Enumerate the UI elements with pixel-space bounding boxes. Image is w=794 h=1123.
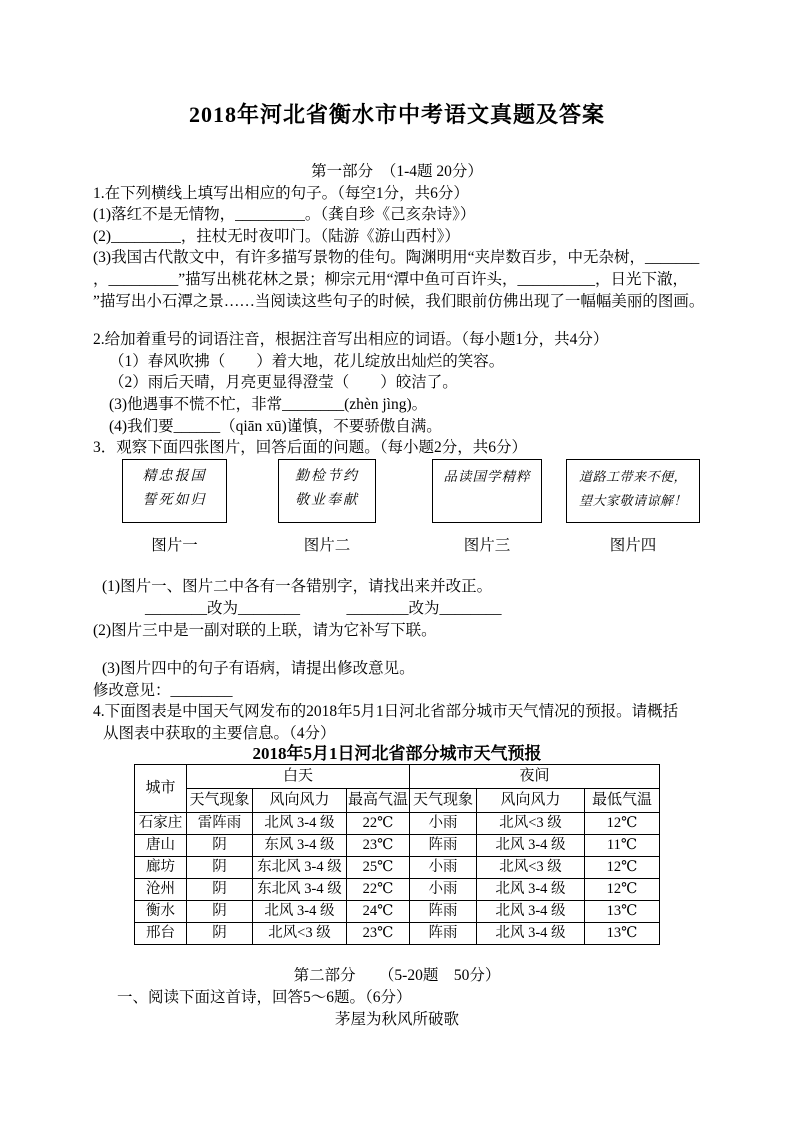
- table-cell: 北风 3-4 级: [477, 879, 585, 901]
- table-cell: 沧州: [134, 879, 186, 901]
- table-cell: 北风 3-4 级: [477, 923, 585, 945]
- q3-sub3-answer: 修改意见：________: [93, 681, 233, 699]
- header-night-wind: 风向风力: [477, 789, 585, 813]
- picture-2-group: [278, 459, 376, 557]
- q3-intro: 3．观察下面四张图片，回答后面的问题。（每小题2分，共6分）: [93, 439, 528, 457]
- table-cell: 石家庄: [134, 813, 186, 835]
- header-day-maxtemp: 最高气温: [346, 789, 409, 813]
- weather-table: [134, 764, 660, 945]
- picture-1-line-2: 誓死如归: [142, 492, 207, 508]
- table-cell: 阵雨: [410, 923, 477, 945]
- table-cell: 北风 3-4 级: [477, 835, 585, 857]
- picture-3-caption: 图片三: [463, 536, 511, 554]
- table-cell: 阴: [186, 901, 252, 923]
- q1-intro: 1.在下列横线上填写出相应的句子。（每空1分，共6分）: [93, 184, 469, 202]
- header-night: 夜间: [410, 765, 660, 789]
- table-cell: 北风 3-4 级: [252, 901, 346, 923]
- table-cell: 廊坊: [134, 857, 186, 879]
- picture-3-line-1: 品读国学精粹: [443, 468, 531, 484]
- q2-item-3: (3)他遇事不慌不忙，非常________(zhèn jìng)。: [109, 395, 428, 413]
- table-cell: 13℃: [585, 901, 660, 923]
- table-cell: 12℃: [585, 879, 660, 901]
- table-cell: 北风 3-4 级: [477, 901, 585, 923]
- table-cell: 阵雨: [410, 835, 477, 857]
- picture-2-line-2: 敬业奉献: [295, 492, 359, 508]
- q3-subquestions: [93, 576, 718, 744]
- table-cell: 北风<3 级: [477, 857, 585, 879]
- table-cell: 雷阵雨: [186, 813, 252, 835]
- table-row-hengshui: [134, 901, 659, 923]
- table-cell: 12℃: [585, 857, 660, 879]
- table-cell: 东北风 3-4 级: [252, 857, 346, 879]
- table-cell: 小雨: [410, 879, 477, 901]
- table-cell: 11℃: [585, 835, 660, 857]
- header-night-mintemp: 最低气温: [585, 789, 660, 813]
- table-row-langfang: [134, 857, 659, 879]
- table-header-row-cols: [134, 789, 659, 813]
- table-cell: 22℃: [346, 879, 409, 901]
- table-cell: 东北风 3-4 级: [252, 879, 346, 901]
- table-cell: 23℃: [346, 835, 409, 857]
- q1-line-1: (1)落红不是无情物，_________。（龚自珍《己亥杂诗》）: [93, 206, 476, 224]
- picture-2-caption: 图片二: [303, 536, 351, 554]
- q1-line-5: ”描写出小石潭之景……当阅读这些句子的时候，我们眼前仿佛出现了一幅幅美丽的图画。: [93, 292, 705, 310]
- table-cell: 阴: [186, 879, 252, 901]
- pictures-row: [122, 459, 794, 557]
- q3-sub1: (1)图片一、图片二中各有一各错别字，请找出来并改正。: [102, 578, 493, 596]
- part1-heading: 第一部分 （1-4题 20分）: [311, 163, 483, 180]
- header-night-weather: 天气现象: [410, 789, 477, 813]
- q3-sub3: (3)图片四中的句子有语病，请提出修改意见。: [102, 660, 415, 678]
- q2-intro: 2.给加着重号的词语注音，根据注音写出相应的词语。（每小题1分，共4分）: [93, 331, 609, 349]
- picture-4-group: [566, 459, 700, 557]
- picture-3-box: [432, 459, 542, 523]
- q3-sub2: (2)图片三中是一副对联的上联，请为它补写下联。: [93, 621, 437, 639]
- header-day-weather: 天气现象: [186, 789, 252, 813]
- table-cell: 衡水: [134, 901, 186, 923]
- table-cell: 25℃: [346, 857, 409, 879]
- table-row-shijiazhuang: [134, 813, 659, 835]
- q1-line-2: (2)_________，拄杖无时夜叩门。（陆游《游山西村》）: [93, 227, 460, 245]
- picture-4-line-1: 道路工带来不便，: [578, 468, 687, 484]
- table-cell: 唐山: [134, 835, 186, 857]
- picture-3-group: [432, 459, 542, 557]
- q1-line-4: ，_________”描写出桃花林之景；柳宗元用“潭中鱼可百许头，__________，日光下澈，: [93, 270, 689, 288]
- picture-4-caption: 图片四: [609, 536, 657, 554]
- table-cell: 邢台: [134, 923, 186, 945]
- table-cell: 北风 3-4 级: [252, 813, 346, 835]
- table-cell: 12℃: [585, 813, 660, 835]
- header-day-wind: 风向风力: [252, 789, 346, 813]
- picture-4-line-2: 望大家敬请谅解！: [578, 492, 687, 508]
- table-row-xingtai: [134, 923, 659, 945]
- picture-1-box: [122, 459, 227, 523]
- q2-item-2: （2）雨后天晴，月亮更显得澄莹（ ）皎洁了。: [109, 374, 458, 392]
- table-cell: 东风 3-4 级: [252, 835, 346, 857]
- q1-line-3: (3)我国古代散文中，有许多描写景物的佳句。陶渊明用“夹岸数百步，中无杂树，_______: [93, 249, 700, 267]
- table-cell: 阵雨: [410, 901, 477, 923]
- part2-intro: 一、阅读下面这首诗，回答5～6题。（6分）: [117, 989, 412, 1007]
- table-cell: 阴: [186, 923, 252, 945]
- table-row-cangzhou: [134, 879, 659, 901]
- picture-2-line-1: 勤检节约: [295, 468, 359, 484]
- page-title: 2018年河北省衡水市中考语文真题及答案: [188, 102, 605, 127]
- table-cell: 24℃: [346, 901, 409, 923]
- q2-item-4: (4)我们要______（qiān xū)谨慎，不要骄傲自满。: [109, 417, 442, 435]
- table-cell: 阴: [186, 835, 252, 857]
- table-cell: 23℃: [346, 923, 409, 945]
- header-day: 白天: [186, 765, 409, 789]
- table-cell: 13℃: [585, 923, 660, 945]
- header-city: 城市: [134, 765, 186, 813]
- table-cell: 北风<3 级: [477, 813, 585, 835]
- picture-1-line-1: 精忠报国: [142, 468, 207, 484]
- picture-2-box: [278, 459, 376, 523]
- table-cell: 小雨: [410, 813, 477, 835]
- table-row-tangshan: [134, 835, 659, 857]
- table-header-row-groups: [134, 765, 659, 789]
- table-cell: 阴: [186, 857, 252, 879]
- q3-sub1-blanks: ________改为________ ________改为________: [145, 599, 502, 617]
- table-cell: 22℃: [346, 813, 409, 835]
- picture-4-box: [566, 459, 700, 523]
- part1-body: [93, 183, 718, 459]
- q4-intro-line-2: 从图表中获取的主要信息。（4分）: [103, 724, 336, 742]
- table-cell: 小雨: [410, 857, 477, 879]
- picture-1-caption: 图片一: [151, 536, 198, 554]
- picture-1-group: [122, 459, 227, 557]
- q2-item-1: （1）春风吹拂（ ）着大地，花儿绽放出灿烂的笑容。: [109, 352, 505, 370]
- weather-table-title: 2018年5月1日河北省部分城市天气预报: [252, 744, 542, 764]
- q4-intro-line-1: 4.下面图表是中国天气网发布的2018年5月1日河北省部分城市天气情况的预报。请概括: [93, 703, 679, 721]
- part2-heading: 第二部分 （5-20题 50分）: [293, 967, 501, 985]
- table-cell: 北风<3 级: [252, 923, 346, 945]
- poem-title: 茅屋为秋风所破歌: [334, 1010, 459, 1028]
